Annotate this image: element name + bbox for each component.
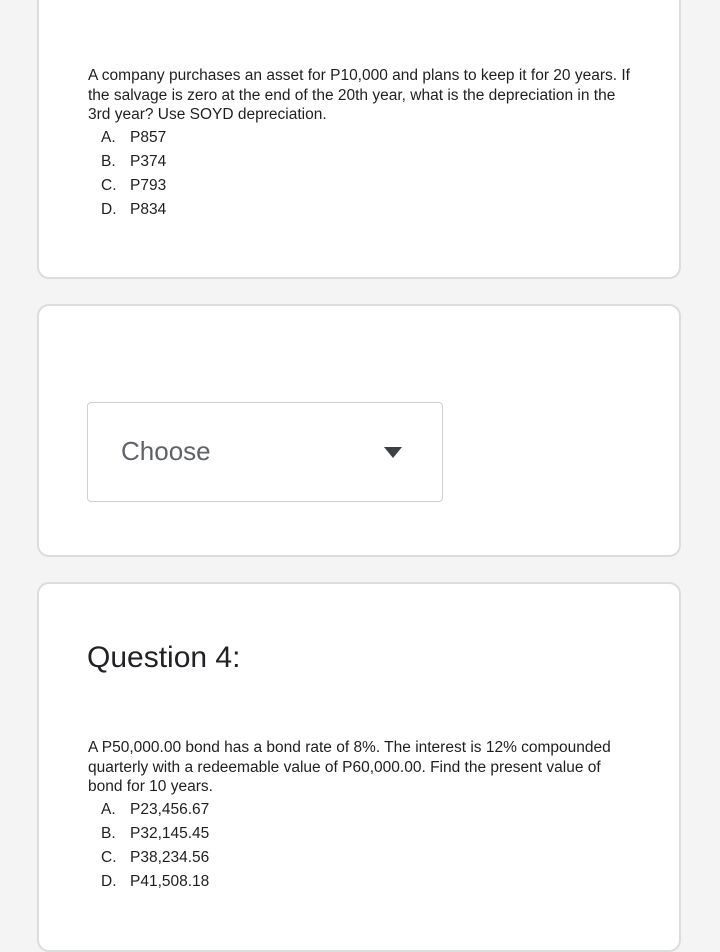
option-item <box>101 126 166 150</box>
option-value: P38,234.56 <box>130 849 210 866</box>
option-letter: D. <box>101 873 117 890</box>
option-letter: C. <box>101 177 117 194</box>
option-value: P32,145.45 <box>130 825 210 842</box>
question-text: A company purchases an asset for P10,000 and plans to keep it for 20 years. If the salvage is zero at the end of the 20th year, what is the depreciation in the 3rd year? Use SOYD depreciation. <box>88 67 630 123</box>
option-letter: D. <box>101 201 117 218</box>
option-letter: C. <box>101 849 117 866</box>
option-item <box>101 846 209 870</box>
answer-options-list <box>101 126 166 222</box>
option-value: P793 <box>130 177 167 194</box>
option-item <box>101 150 166 174</box>
option-item <box>101 174 166 198</box>
option-value: P857 <box>130 129 167 146</box>
option-item <box>101 870 209 894</box>
option-letter: A. <box>101 129 116 146</box>
option-value: P834 <box>130 201 167 218</box>
question-card-4 <box>37 582 681 952</box>
option-letter: B. <box>101 153 116 170</box>
answer-dropdown[interactable] <box>87 402 443 502</box>
option-value: P374 <box>130 153 167 170</box>
answer-card <box>37 304 681 557</box>
answer-options-list <box>101 798 209 894</box>
question-title: Question 4: <box>87 641 241 674</box>
dropdown-selected-value: Choose <box>121 436 211 466</box>
option-item <box>101 798 209 822</box>
option-letter: B. <box>101 825 116 842</box>
option-item <box>101 198 166 222</box>
question-text: A P50,000.00 bond has a bond rate of 8%. The interest is 12% compounded quarterly with a redeemable value of P60,000.00. Find the present value of bond for 10 years. <box>88 739 611 795</box>
option-letter: A. <box>101 801 116 818</box>
option-value: P41,508.18 <box>130 873 210 890</box>
option-item <box>101 822 209 846</box>
option-value: P23,456.67 <box>130 801 210 818</box>
question-card-previous <box>37 0 681 279</box>
caret-down-icon <box>384 447 402 458</box>
